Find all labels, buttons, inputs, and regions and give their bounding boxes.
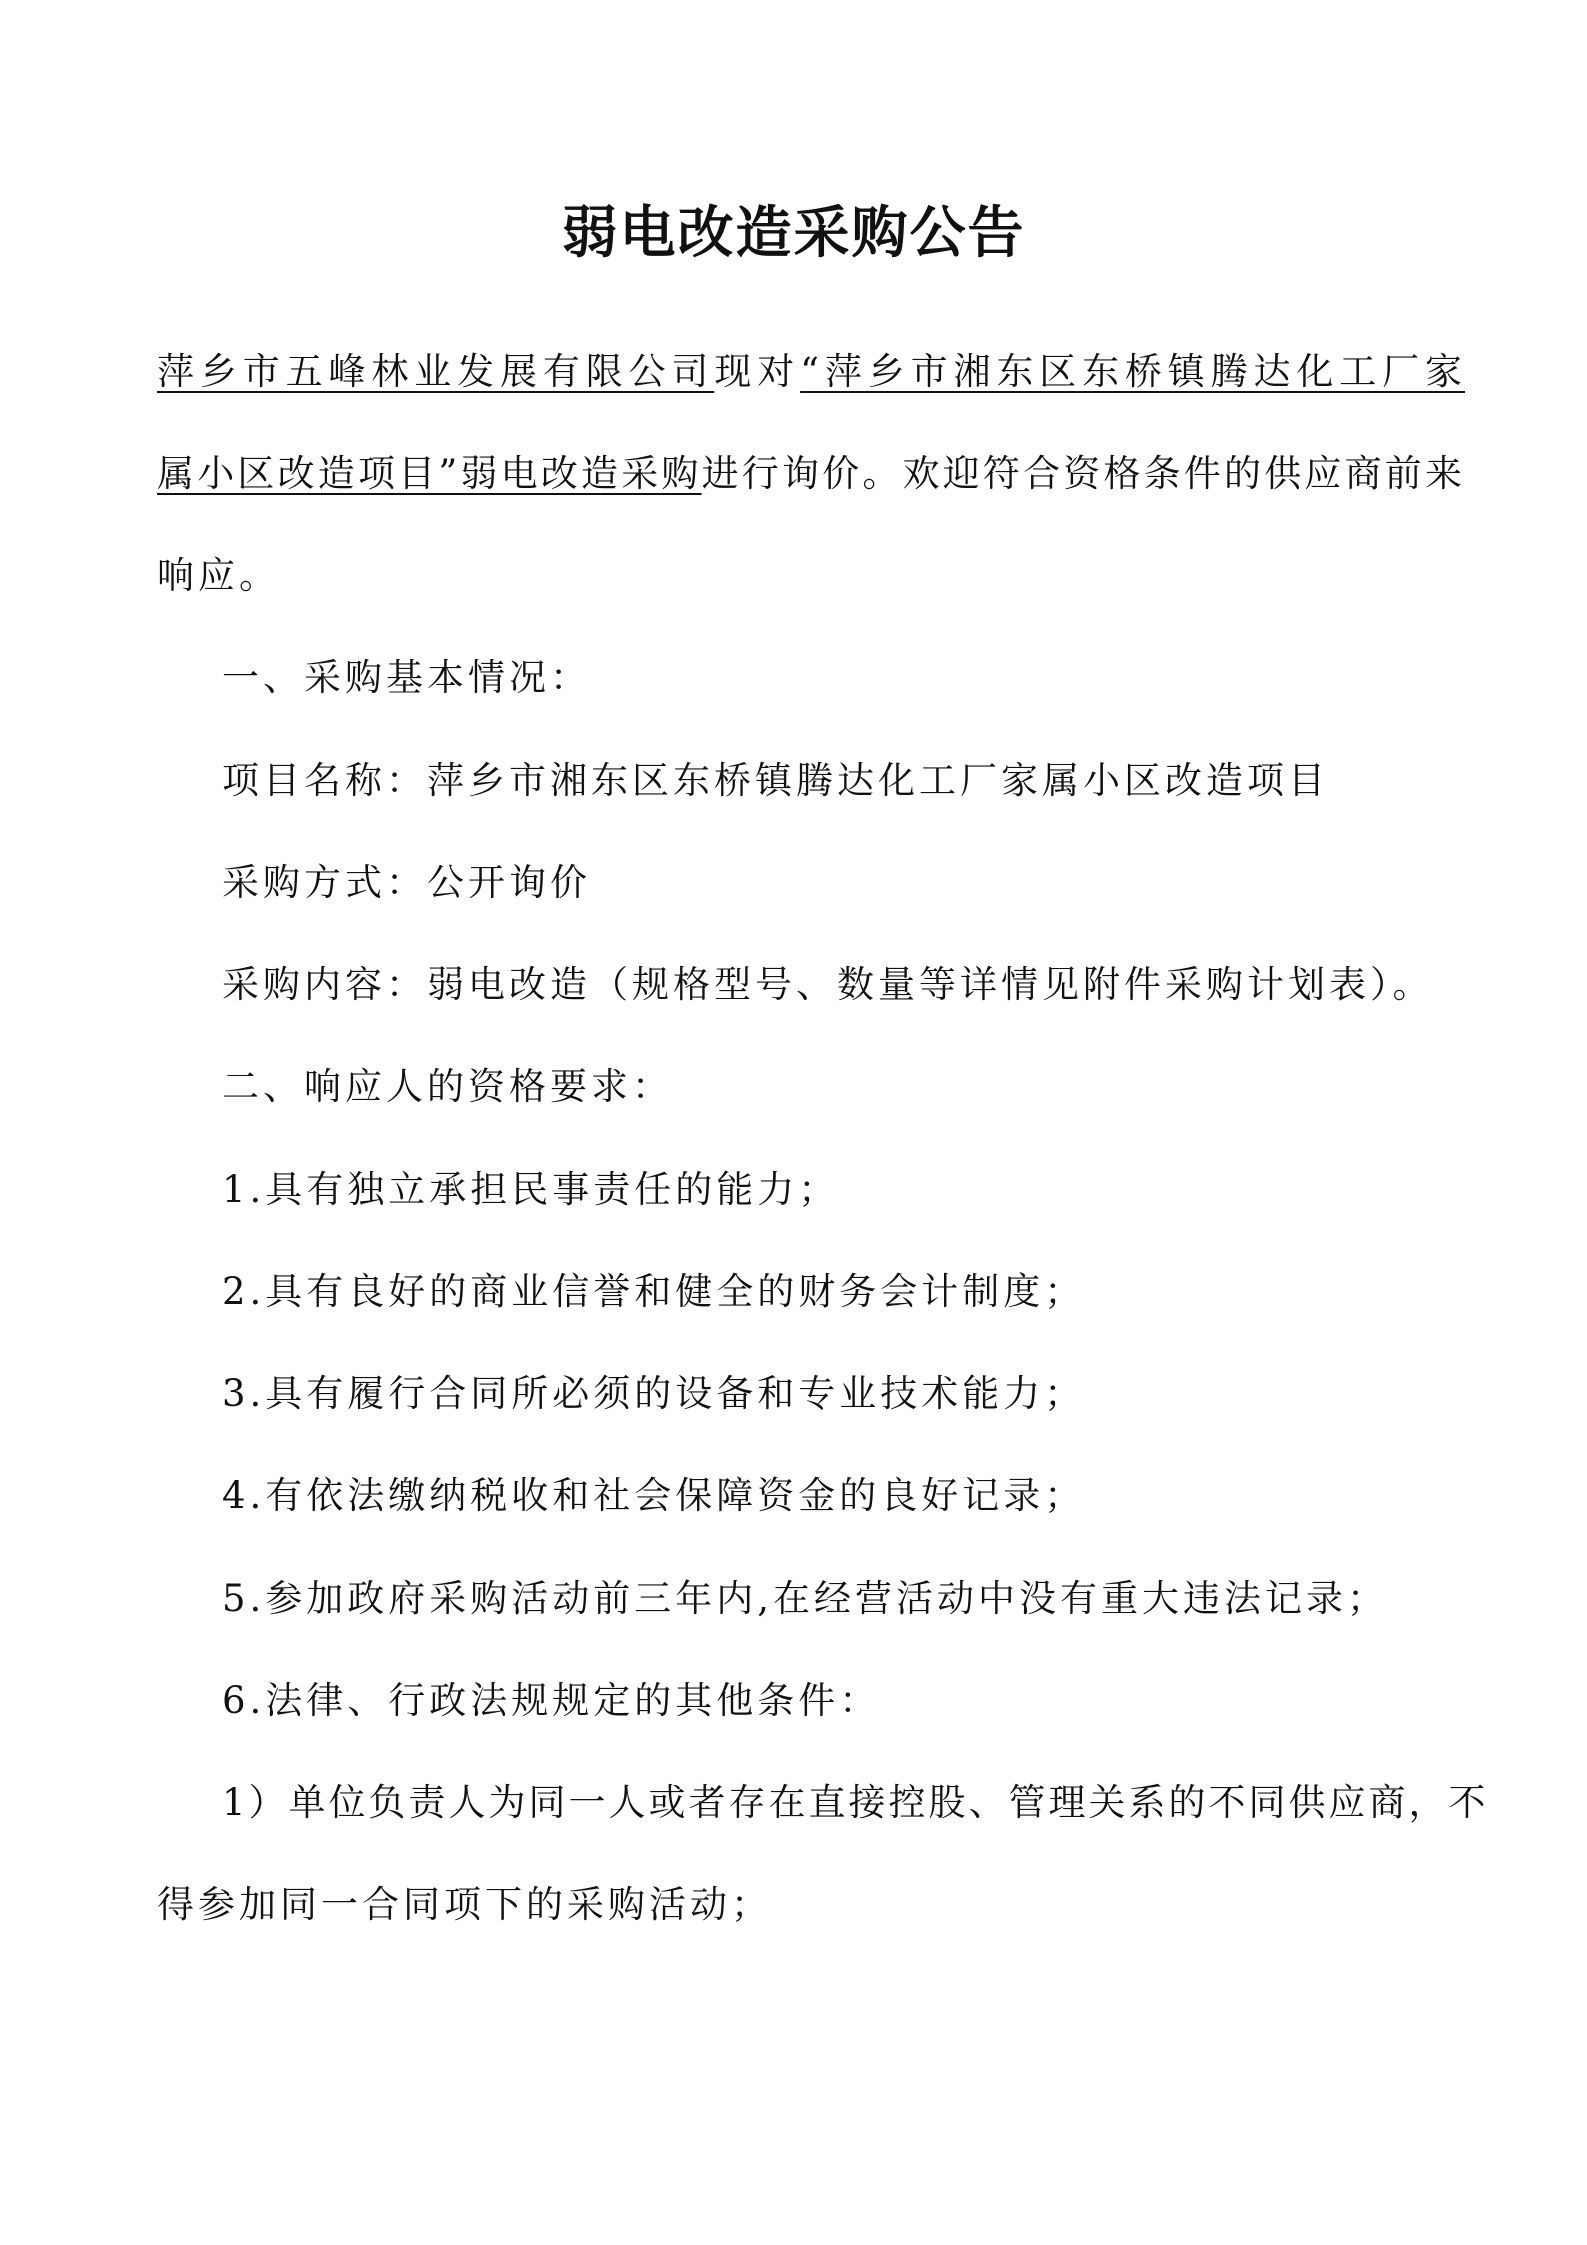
procurement-method-line: 采购方式：公开询价 [222,861,591,904]
sub-requirement-1-line-1: 1）单位负责人为同一人或者存在直接控股、管理关系的不同供应商，不 [222,1781,1489,1824]
requirement-item: 1.具有独立承担民事责任的能力； [222,1168,840,1211]
intro-connector: 现对 [714,350,801,393]
section-1-heading: 一、采购基本情况： [222,656,591,699]
requirement-item: 6.法律、行政法规规定的其他条件： [222,1679,881,1722]
procurement-content-line: 采购内容：弱电改造（规格型号、数量等详情见附件采购计划表）。 [222,963,1434,1006]
requirement-item: 2.具有良好的商业信誉和健全的财务会计制度； [222,1270,1086,1313]
sub-requirement-1-line-2: 得参加同一合同项下的采购活动； [157,1883,772,1926]
requirement-item: 3.具有履行合同所必须的设备和专业技术能力； [222,1372,1086,1415]
purchaser-name: 萍乡市五峰林业发展有限公司 [157,350,715,393]
intro-invitation: 进行询价。欢迎符合资格条件的供应商前来 [701,452,1465,495]
requirement-item: 5.参加政府采购活动前三年内,在经营活动中没有重大违法记录； [222,1577,1389,1620]
project-name-line: 项目名称：萍乡市湘东区东桥镇腾达化工厂家属小区改造项目 [222,759,1329,802]
intro-line-1 [157,347,1465,397]
intro-line-3: 响应。 [157,554,280,597]
section-2-heading: 二、响应人的资格要求： [222,1065,673,1108]
requirement-item: 4.有依法缴纳税收和社会保障资金的良好记录； [222,1474,1086,1517]
page-title: 弱电改造采购公告 [561,200,1026,266]
intro-line-2 [157,449,1465,499]
project-name-part-1: “萍乡市湘东区东桥镇腾达化工厂家 [800,350,1466,393]
project-name-part-2: 属小区改造项目”弱电改造采购 [157,452,702,495]
